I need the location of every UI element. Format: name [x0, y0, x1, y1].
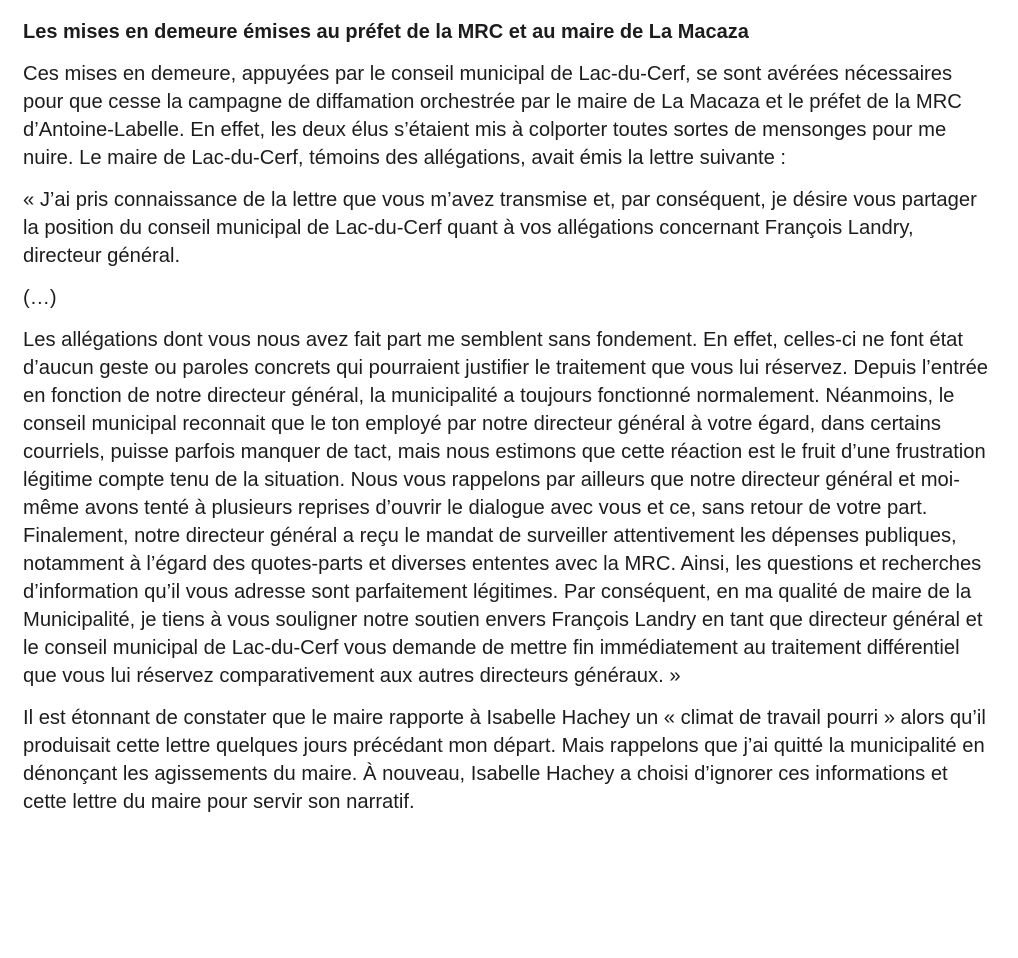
paragraph-conclusion: Il est étonnant de constater que le maire rapporte à Isabelle Hachey un « climat de travail pourri » alors qu’il produisait cette lettre quelques jours précédant mon départ. Mais rappelons que j’ai quitté la municipalité en dénonçant les agissements du maire. À nouveau, Isabelle Hachey a choisi d’ignorer ces informations et cette lettre du maire pour servir son narratif. [23, 707, 986, 813]
paragraph-letter-body: Les allégations dont vous nous avez fait part me semblent sans fondement. En effet, celles-ci ne font état d’aucun geste ou paroles concrets qui pourraient justifier le traitement que vous lui réservez. Depuis l’entrée en fonction de notre directeur général, la municipalité a toujours fonctionné normalement. Néanmoins, le conseil municipal reconnait que le ton employé par notre directeur général à votre égard, dans certains courriels, puisse parfois manquer de tact, mais nous estimons que cette réaction est le fruit d’une frustration légitime compte tenu de la situation. Nous vous rappelons par ailleurs que notre directeur général et moi-même avons tenté à plusieurs reprises d’ouvrir le dialogue avec vous et ce, sans retour de votre part. Finalement, notre directeur général a reçu le mandat de surveiller attentivement les dépenses publiques, notamment à l’égard des quotes-parts et diverses ententes avec la MRC. Ainsi, les questions et recherches d’information qu’il vous adresse sont parfaitement légitimes. Par conséquent, en ma qualité de maire de la Municipalité, je tiens à vous souligner notre soutien envers François Landry en tant que directeur général et le conseil municipal de Lac-du-Cerf vous demande de mettre fin immédiatement au traitement différentiel que vous lui réservez comparativement aux autres directeurs généraux. » [23, 329, 989, 687]
paragraph-ellipsis: (…) [23, 287, 57, 309]
paragraph-intro: Ces mises en demeure, appuyées par le conseil municipal de Lac-du-Cerf, se sont avérées nécessaires pour que cesse la campagne de diffamation orchestrée par le maire de La Macaza et le préfet de la MRC d’Antoine-Labelle. En effet, les deux élus s’étaient mis à colporter toutes sortes de mensonges pour me nuire. Le maire de Lac-du-Cerf, témoins des allégations, avait émis la lettre suivante : [23, 63, 962, 169]
paragraph-letter-opening: « J’ai pris connaissance de la lettre que vous m’avez transmise et, par conséquent, je désire vous partager la position du conseil municipal de Lac-du-Cerf quant à vos allégations concernant François Landry, directeur général. [23, 189, 977, 267]
article-heading: Les mises en demeure émises au préfet de la MRC et au maire de La Macaza [23, 21, 749, 43]
